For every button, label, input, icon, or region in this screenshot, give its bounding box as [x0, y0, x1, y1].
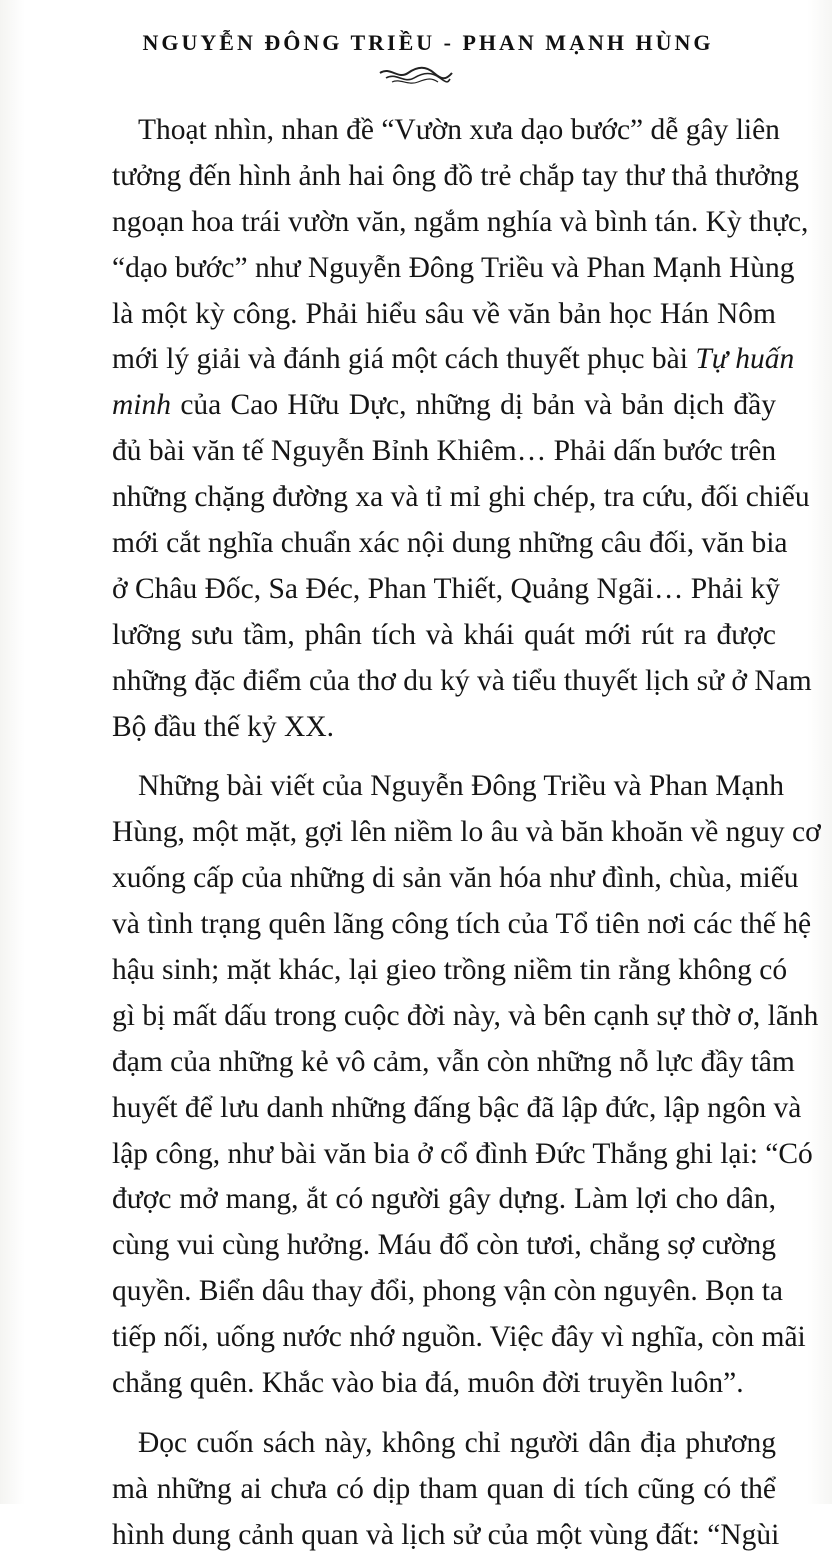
paragraph-2 [112, 764, 821, 1406]
text-line: ở Châu Đốc, Sa Đéc, Phan Thiết, Quảng Ngãi… Phải kỹ [112, 572, 781, 605]
text-line: là một kỳ công. Phải hiểu sâu về văn bản học Hán Nôm [112, 297, 776, 330]
body-text [112, 108, 821, 1559]
running-head-authors: NGUYỄN ĐÔNG TRIỀU - PHAN MẠNH HÙNG [142, 30, 714, 55]
paragraph-3 [112, 1421, 780, 1559]
running-head [0, 30, 832, 56]
text-line: lập công, như bài văn bia ở cổ đình Đức Thắng ghi lại: “Có [112, 1137, 813, 1170]
text-line: hình dung cảnh quan và lịch sử của một vùng đất: “Ngùi [112, 1518, 780, 1551]
text-line: ngoạn hoa trái vườn văn, ngắm nghía và bình tán. Kỳ thực, [112, 205, 809, 238]
text-line: xuống cấp của những di sản văn hóa như đình, chùa, miếu [112, 862, 799, 895]
text-line: cùng vui cùng hưởng. Máu đổ còn tươi, chẳng sợ cường [112, 1229, 776, 1262]
text-line: hậu sinh; mặt khác, lại gieo trồng niềm tin rằng không có [112, 954, 788, 987]
text-line: Đọc cuốn sách này, không chỉ người dân địa phương [138, 1426, 776, 1459]
paragraph-gap [112, 1407, 776, 1421]
italic-title-run: minh [112, 389, 171, 422]
text-line: chẳng quên. Khắc vào bia đá, muôn đời truyền luôn”. [112, 1367, 744, 1400]
paragraph-1 [112, 108, 812, 750]
text-line: những đặc điểm của thơ du ký và tiểu thuyết lịch sử ở Nam [112, 664, 812, 697]
italic-title-run: Tự huấn [695, 343, 795, 376]
text-line: những chặng đường xa và tỉ mỉ ghi chép, tra cứu, đối chiếu [112, 481, 810, 514]
text-line [112, 383, 776, 429]
text-line: “dạo bước” như Nguyễn Đông Triều và Phan Mạnh Hùng [112, 251, 795, 284]
text-line [112, 337, 795, 383]
text-line: được mở mang, ắt có người gây dựng. Làm lợi cho dân, [112, 1183, 776, 1216]
text-run: mới lý giải và đánh giá một cách thuyết phục bài [112, 343, 688, 376]
text-line: huyết để lưu danh những đấng bậc đã lập đức, lập ngôn và [112, 1091, 802, 1124]
text-line: Thoạt nhìn, nhan đề “Vườn xưa dạo bước” dễ gây liên [138, 114, 780, 146]
paragraph-gap [112, 750, 776, 764]
text-line: đủ bài văn tế Nguyễn Bỉnh Khiêm… Phải dấn bước trên [112, 435, 777, 468]
text-line: gì bị mất dấu trong cuộc đời này, và bên cạnh sự thờ ơ, lãnh [112, 999, 819, 1032]
wave-ornament-icon [376, 64, 456, 86]
text-line: quyền. Biển dâu thay đổi, phong vận còn nguyên. Bọn ta [112, 1275, 784, 1308]
text-line: đạm của những kẻ vô cảm, vẫn còn những nỗ lực đầy tâm [112, 1045, 795, 1078]
text-line: Hùng, một mặt, gợi lên niềm lo âu và băn khoăn về nguy cơ [112, 816, 821, 849]
text-line: lưỡng sưu tầm, phân tích và khái quát mới rút ra được [112, 618, 776, 651]
text-line: Bộ đầu thế kỷ XX. [112, 710, 335, 743]
text-run: của Cao Hữu Dực, những dị bản và bản dịch đầy [180, 389, 777, 422]
text-line: tưởng đến hình ảnh hai ông đồ trẻ chắp tay thư thả thưởng [112, 159, 800, 192]
text-line: Những bài viết của Nguyễn Đông Triều và Phan Mạnh [138, 770, 785, 803]
text-line: mà những ai chưa có dịp tham quan di tích cũng có thể [112, 1472, 776, 1505]
text-line: và tình trạng quên lãng công tích của Tổ tiên nơi các thế hệ [112, 908, 812, 941]
text-line: mới cắt nghĩa chuẩn xác nội dung những câu đối, văn bia [112, 527, 788, 560]
text-line: tiếp nối, uống nước nhớ nguồn. Việc đây vì nghĩa, còn mãi [112, 1321, 806, 1354]
